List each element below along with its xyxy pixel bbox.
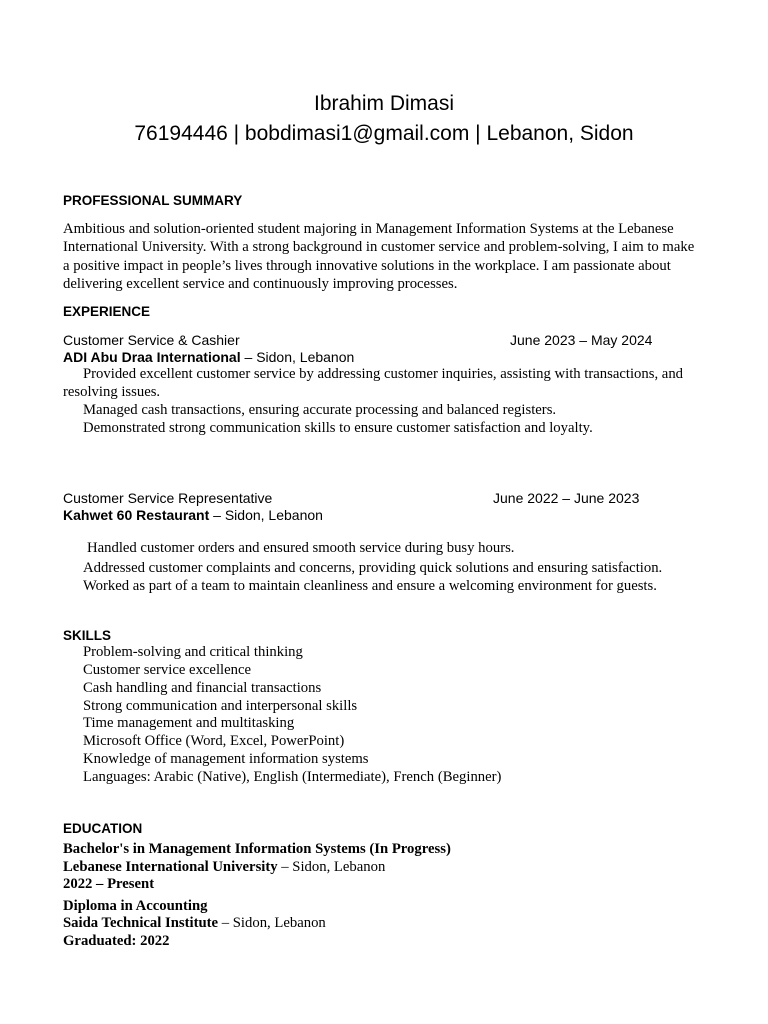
employer-name: ADI Abu Draa International [63,349,241,365]
job-employer-line [63,507,323,523]
job-bullet: Handled customer orders and ensured smooth service during busy hours. [87,540,515,556]
employer-location: – Sidon, Lebanon [209,507,323,523]
education-school-line [63,859,385,876]
skill-item: Strong communication and interpersonal skills [83,698,358,714]
job-bullet: Managed cash transactions, ensuring accurate processing and balanced registers. [83,402,557,418]
job-dates: June 2023 – May 2024 [510,332,653,348]
job-dates: June 2022 – June 2023 [493,490,640,506]
contact-line: 76194446 | bobdimasi1@gmail.com | Lebanon, Sidon [134,122,634,145]
summary-text: Ambitious and solution-oriented student majoring in Management Information Systems at the Lebanese International University. With a strong background in customer service and problem-solving, I aim to make a positive impact in people’s lives through innovative solutions in the workplace. I am passionate about delivering excellent service and continuously improving processes. [63,221,695,292]
skill-item: Knowledge of management information systems [83,751,369,767]
school-name: Saida Technical Institute [63,915,219,931]
school-name: Lebanese International University [63,859,278,875]
skill-item: Time management and multitasking [83,715,295,731]
skill-item: Cash handling and financial transactions [83,680,322,696]
job-title: Customer Service & Cashier [63,332,240,348]
experience-heading: EXPERIENCE [63,304,151,319]
job-bullet: Provided excellent customer service by addressing customer inquiries, assisting with transactions, and resolving issues. [63,366,684,400]
employer-name: Kahwet 60 Restaurant [63,507,210,523]
job-employer-line [63,349,354,365]
job-bullet: Demonstrated strong communication skills to ensure customer satisfaction and loyalty. [83,420,593,436]
education-heading: EDUCATION [63,821,143,836]
employer-location: – Sidon, Lebanon [240,349,355,365]
skill-item: Customer service excellence [83,662,252,678]
job-title: Customer Service Representative [63,490,273,506]
education-period: Graduated: 2022 [63,933,170,949]
school-location: – Sidon, Lebanon [277,859,386,875]
job-bullet: Worked as part of a team to maintain cleanliness and ensure a welcoming environment for guests. [83,578,657,594]
education-degree: Bachelor's in Management Information Systems (In Progress) [63,841,451,857]
school-location: – Sidon, Lebanon [218,915,326,931]
job-bullet: Addressed customer complaints and concerns, providing quick solutions and ensuring satisfaction. [83,560,663,576]
skill-item: Microsoft Office (Word, Excel, PowerPoint) [83,733,345,749]
summary-heading: PROFESSIONAL SUMMARY [63,193,243,208]
skills-heading: SKILLS [63,628,112,643]
education-school-line [63,915,326,932]
education-degree: Diploma in Accounting [63,898,208,914]
skill-item: Languages: Arabic (Native), English (Intermediate), French (Beginner) [83,769,502,785]
education-period: 2022 – Present [63,876,155,892]
candidate-name: Ibrahim Dimasi [313,92,455,115]
skill-item: Problem-solving and critical thinking [83,644,303,660]
